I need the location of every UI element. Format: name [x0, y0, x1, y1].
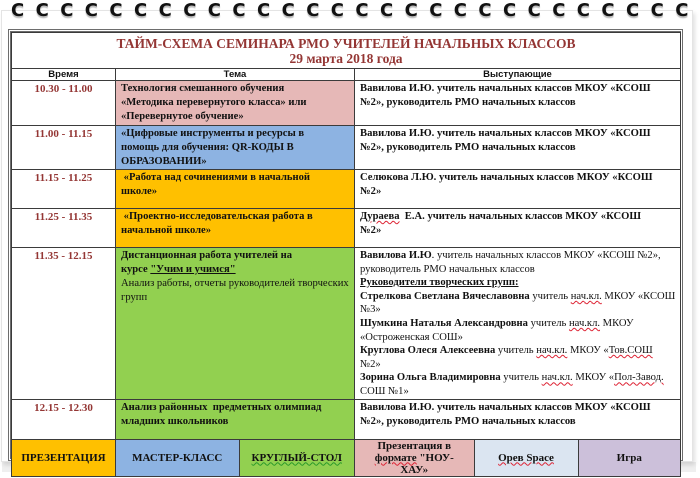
topic-line: «Перевернутое обучение» — [121, 111, 244, 122]
topic-line — [121, 263, 350, 277]
spiral-ring-icon: С — [330, 0, 345, 21]
speaker-role: . учитель начальных классов МКОУ «КСОШ №2», руководитель РМО начальных классов — [360, 250, 661, 275]
spiral-ring-icon: С — [158, 0, 172, 21]
topic-line: ОБРАЗОВАНИИ» — [121, 156, 207, 167]
topic-line: Дистанционная работа учителей на — [121, 250, 293, 261]
table-row — [12, 126, 681, 170]
speaker-cell — [355, 170, 681, 209]
leader-name: Зорина Ольга Владимировна — [360, 372, 501, 384]
title-cell — [12, 33, 681, 69]
spiral-ring-icon: С — [134, 0, 148, 21]
topic-cell — [116, 399, 355, 439]
spiral-ring-icon: С — [281, 0, 295, 21]
leader-abbr: нач.кл. — [536, 345, 568, 357]
spiral-ring-icon: С — [11, 0, 25, 21]
leader-role: учитель — [500, 372, 542, 384]
leader-abbr: нач.кл. — [570, 290, 602, 302]
group-leader — [360, 344, 676, 371]
speaker-line — [360, 210, 676, 224]
group-leaders-heading: Руководители творческих групп: — [360, 277, 519, 289]
topic-cell — [116, 126, 355, 170]
format-group — [355, 439, 681, 476]
spiral-binding — [0, 0, 700, 24]
leader-name: Круглова Олеся Алексеевна — [360, 345, 496, 357]
format-label: КРУГЛЫЙ-СТОЛ — [251, 451, 342, 464]
topic-cell — [116, 209, 355, 248]
time-cell: 10.30 - 11.00 — [12, 81, 116, 126]
spiral-ring-icon: С — [306, 0, 320, 21]
spiral-ring-icon: С — [503, 0, 517, 21]
format-game: Игра — [578, 440, 680, 476]
leader-school: МКОУ «Остроженская СОШ» — [360, 317, 634, 343]
spiral-ring-icon: С — [109, 0, 123, 21]
topic-line: Технология смешанного обучения — [121, 83, 285, 94]
speaker-cell — [355, 209, 681, 248]
speaker-line: Вавилова И.Ю. учитель начальных классов МКОУ «КСОШ — [360, 401, 651, 413]
topic-line: школе» — [121, 186, 158, 197]
speaker-role: Е.А. учитель начальных классов МКОУ «КСОШ — [399, 211, 642, 222]
format-know-how-presentation — [355, 440, 474, 476]
leader-school: Пол-Завод. — [614, 372, 664, 384]
speaker-cell — [355, 81, 681, 126]
topic-cell — [116, 248, 355, 400]
course-name-link[interactable]: "Учим и учимся" — [150, 264, 236, 275]
group-leader — [360, 371, 676, 398]
spiral-ring-icon: С — [650, 0, 664, 21]
speaker-line: №2», руководитель РМО начальных классов — [360, 97, 576, 108]
topic-line: начальной школе» — [121, 225, 212, 236]
leader-role: учитель — [529, 290, 571, 302]
topic-cell — [116, 170, 355, 209]
spiral-ring-icon: С — [601, 0, 615, 21]
spiral-ring-icon: С — [60, 0, 74, 21]
lead-speaker — [360, 249, 676, 276]
speaker-name: Вавилова И.Ю — [360, 250, 432, 261]
format-label: ХАУ» — [400, 463, 429, 476]
spiral-ring-icon: С — [478, 0, 492, 21]
topic-cell — [116, 81, 355, 126]
leader-role: учитель — [527, 317, 569, 329]
spiral-ring-icon: С — [675, 0, 689, 21]
leader-school: МКОУ «КСОШ №3» — [360, 290, 676, 316]
spiral-ring-icon: С — [257, 0, 271, 21]
spiral-ring-icon: С — [84, 0, 99, 21]
table-row — [12, 209, 681, 248]
spiral-ring-icon: С — [527, 0, 541, 21]
topic-description: Анализ работы, отчеты руководителей творческих групп — [121, 278, 349, 303]
format-master-class: МАСТЕР-КЛАСС — [116, 440, 239, 476]
header-time: Время — [12, 69, 116, 81]
speaker-line: Селюкова Л.Ю. учитель начальных классов МКОУ «КСОШ — [360, 172, 653, 183]
speaker-line: №2», руководитель РМО начальных классов — [360, 142, 576, 153]
topic-line: «Цифровые инструменты и ресурсы в — [121, 128, 305, 139]
formats-legend — [12, 439, 681, 476]
time-cell: 12.15 - 12.30 — [12, 399, 116, 439]
spiral-ring-icon: С — [453, 0, 468, 21]
table-row — [12, 248, 681, 400]
topic-line: «Работа над сочинениями в начальной — [121, 172, 310, 183]
document-title: ТАЙМ-СХЕМА СЕМИНАРА РМО УЧИТЕЛЕЙ НАЧАЛЬНЫХ КЛАССОВ — [116, 36, 576, 51]
header-speakers: Выступающие — [355, 69, 681, 81]
table-row — [12, 81, 681, 126]
format-label: Презентация в — [377, 439, 452, 452]
topic-line: «Проектно-исследовательская работа в — [121, 211, 313, 222]
speaker-cell — [355, 126, 681, 170]
time-cell: 11.15 - 11.25 — [12, 170, 116, 209]
speaker-name: Дураева — [360, 211, 400, 222]
speaker-line: Вавилова И.Ю. учитель начальных классов МКОУ «КСОШ — [360, 83, 651, 94]
spiral-ring-icon: С — [576, 0, 591, 21]
leader-role: учитель — [495, 345, 537, 357]
leader-abbr: нач.кл. — [541, 372, 573, 384]
format-label-word: "НОУ- — [416, 451, 454, 464]
topic-line: помощь для обучения: QR-КОДЫ В — [121, 142, 294, 153]
topic-line: «Методика перевернутого класса» или — [121, 97, 307, 108]
leader-school: МКОУ « — [572, 372, 615, 384]
speaker-line: №2» — [360, 225, 382, 236]
format-label: Opeв Space — [498, 451, 554, 464]
leader-school: №2» — [360, 358, 381, 370]
topic-prefix: курсе — [121, 264, 151, 275]
time-cell: 11.00 - 11.15 — [12, 126, 116, 170]
spiral-ring-icon: С — [626, 0, 640, 21]
spiral-ring-icon: С — [429, 0, 443, 21]
leader-school: МКОУ « — [567, 345, 609, 357]
spiral-ring-icon: С — [183, 0, 197, 21]
leader-school: СОШ №1» — [360, 385, 409, 397]
leader-name: Стрелкова Светлана Вячеславовна — [360, 290, 530, 302]
spiral-ring-icon: С — [35, 0, 49, 21]
time-cell: 11.35 - 12.15 — [12, 248, 116, 400]
schedule-table — [11, 32, 681, 477]
format-round-table — [239, 440, 354, 476]
group-leader — [360, 317, 676, 344]
spiral-ring-icon: С — [552, 0, 566, 21]
format-open-space — [474, 440, 578, 476]
spiral-ring-icon: С — [232, 0, 246, 21]
speaker-cell — [355, 399, 681, 439]
topic-line: младших школьников — [121, 415, 229, 427]
leader-school: Тов.СОШ — [608, 345, 653, 357]
speaker-line: №2», руководитель РМО начальных классов — [360, 415, 576, 427]
time-cell: 11.25 - 11.35 — [12, 209, 116, 248]
speaker-cell — [355, 248, 681, 400]
leader-name: Шумкина Наталья Александровна — [360, 317, 528, 329]
spiral-ring-icon: С — [355, 0, 369, 21]
speaker-line: №2» — [360, 186, 382, 197]
table-row — [12, 170, 681, 209]
format-presentation: ПРЕЗЕНТАЦИЯ — [12, 439, 116, 476]
format-label-word: формате — [374, 451, 417, 464]
document-date: 29 марта 2018 года — [289, 51, 403, 66]
spiral-ring-icon: С — [207, 0, 222, 21]
spiral-ring-icon: С — [404, 0, 418, 21]
spiral-ring-icon: С — [380, 0, 394, 21]
header-topic: Тема — [116, 69, 355, 81]
topic-line: Анализ районных предметных олимпиад — [121, 401, 322, 413]
group-leader — [360, 290, 676, 317]
leader-abbr: нач.кл. — [569, 317, 601, 329]
format-label — [355, 452, 474, 464]
speaker-line: Вавилова И.Ю. учитель начальных классов МКОУ «КСОШ — [360, 128, 651, 139]
format-group — [116, 439, 355, 476]
table-row — [12, 399, 681, 439]
